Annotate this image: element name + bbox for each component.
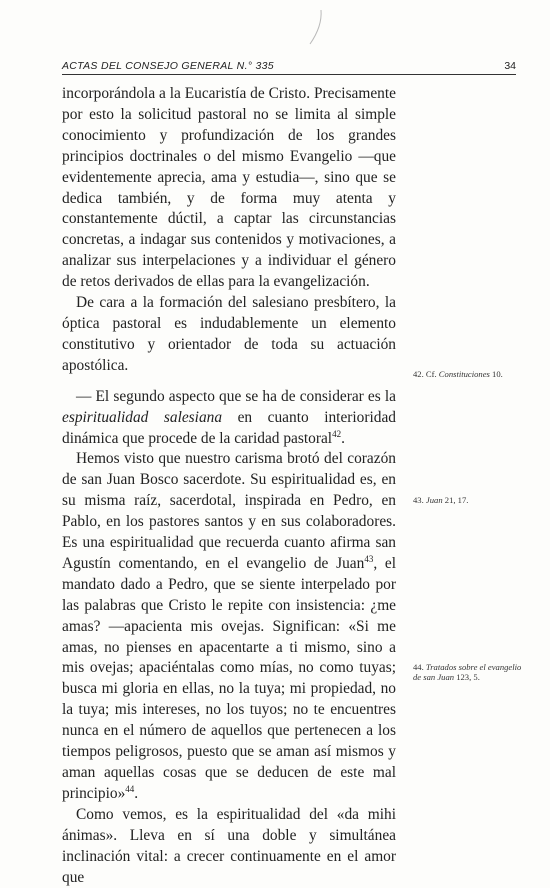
body-text xyxy=(62,84,396,888)
page-number: 34 xyxy=(504,60,516,72)
pencil-mark xyxy=(307,8,327,46)
margin-note-44: 44. Tratados sobre el evangelio de san Juan 123, 5. xyxy=(413,662,522,682)
paragraph: De cara a la formación del salesiano presbítero, la óptica pastoral es indudablemente un elemento constitutivo y orientador de toda su actuación apostólica. xyxy=(62,294,396,374)
paragraph: incorporándola a la Eucaristía de Cristo. Precisamente por esto la solicitud pastoral no se limita al simple conocimiento y profundización de los grandes principios doctrinales o del mismo Evangelio —que evidentemente aprecia, ama y estudia—, sino que se dedica también, y de forma muy atenta y constantemente dúctil, a captar las circunstancias concretas, a indagar sus contenidos y motivaciones, a analizar sus interpelaciones y a individuar el género de retos derivados de ellas para la evangelización. xyxy=(62,85,396,291)
footnote-ref: 42 xyxy=(332,428,342,439)
paragraph: — El segundo aspecto que se ha de considerar es la espiritualidad salesiana en cuanto interioridad dinámica que procede de la caridad pastoral$^{42}$. xyxy=(62,387,396,447)
footnote-ref: 43 xyxy=(364,553,374,564)
paragraph: Como vemos, es la espiritualidad del «da mihi ánimas». Lleva en sí una doble y simultánea inclinación vital: a crecer continuamente en el amor que xyxy=(62,805,396,886)
margin-note-43: 43. Juan 21, 17. xyxy=(413,495,469,505)
emphasis: espiritualidad salesiana xyxy=(62,408,223,426)
margin-note-42: 42. Cf. Constituciones 10. xyxy=(413,369,503,379)
running-title: ACTAS DEL CONSEJO GENERAL N.° 335 xyxy=(62,60,274,72)
running-header xyxy=(62,58,516,75)
paragraph: Hemos visto que nuestro carisma brotó del corazón de san Juan Bosco sacerdote. Su espiritualidad es, en su misma raíz, sacerdotal, inspirada en Pedro, en Pablo, en los pastores santos y en sus colaboradores. Es una espiritualidad que recuerda cuanto afirma san Agustín comentando, en el evangelio de Juan$^{43}$, el mandato dado a Pedro, que se siente interpelado por las palabras que Cristo le repite con insistencia: ¿me amas? —apacienta mis ovejas. Significan: «Si me amas, no pienses en apacentarte a ti mismo, sino a mis ovejas; apaciéntalas como mías, no como tuyas; busca mi gloria en ellas, no la tuya; mi propiedad, no la tuya; mis intereses, no los tuyos; no te encuentres nunca en el número de aquellos que pertenecen a los tiempos peligrosos, puesto que se aman así mismos y aman aquellas cosas que se deducen de este mal principio»$^{44}$. xyxy=(62,450,397,802)
footnote-ref: 44 xyxy=(125,783,135,794)
